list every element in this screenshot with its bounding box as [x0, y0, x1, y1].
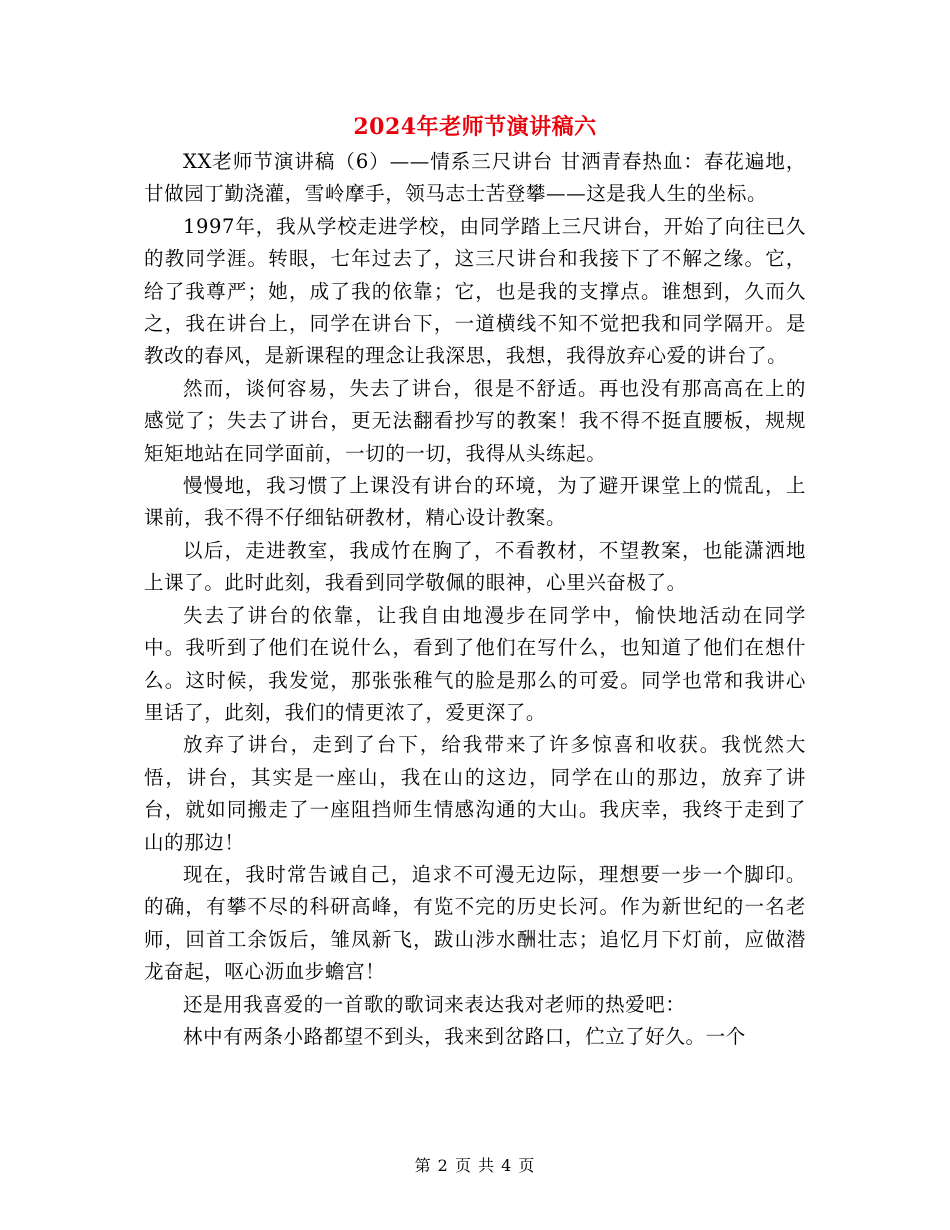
paragraph: 1997年，我从学校走进学校，由同学踏上三尺讲台，开始了向往已久的教同学涯。转眼，七年过去了，这三尺讲台和我接下了不解之缘。它，给了我尊严；她，成了我的依靠；它，也是我的支撑点。谁想到，久而久之，我在讲台上，同学在讲台下，一道横线不知不觉把我和同学隔开。是教改的春风，是新课程的理念让我深思，我想，我得放弃心爱的讲台了。 — [144, 214, 806, 368]
paragraph: 还是用我喜爱的一首歌的歌词来表达我对老师的热爱吧： — [183, 992, 686, 1016]
paragraph: 放弃了讲台，走到了台下，给我带来了许多惊喜和收获。我恍然大悟，讲台，其实是一座山，我在山的这边，同学在山的那边，放弃了讲台，就如同搬走了一座阻挡师生情感沟通的大山。我庆幸，我终于走到了山的那边！ — [144, 733, 806, 854]
paragraph: 然而，谈何容易，失去了讲台，很是不舒适。再也没有那高高在上的感觉了；失去了讲台，更无法翻看抄写的教案！我不得不挺直腰板，规规矩矩地站在同学面前，一切的一切，我得从头练起。 — [144, 376, 806, 465]
document-body — [144, 146, 806, 1053]
document-title: 2024年老师节演讲稿六 — [353, 114, 597, 140]
paragraph: 以后，走进教室，我成竹在胸了，不看教材，不望教案，也能潇洒地上课了。此时此刻，我看到同学敬佩的眼神，心里兴奋极了。 — [144, 538, 806, 595]
page-number-footer: 第 2 页 共 4 页 — [414, 1156, 536, 1175]
paragraph: XX老师节演讲稿（6）——情系三尺讲台 甘洒青春热血：春花遍地，甘做园丁勤浇灌，雪岭摩手，领马志士苦登攀——这是我人生的坐标。 — [144, 150, 806, 206]
paragraph: 林中有两条小路都望不到头，我来到岔路口，伫立了好久。一个 — [183, 1024, 746, 1048]
paragraph: 慢慢地，我习惯了上课没有讲台的环境，为了避开课堂上的慌乱，上课前，我不得不仔细钻研教材，精心设计教案。 — [144, 474, 806, 530]
paragraph: 失去了讲台的依靠，让我自由地漫步在同学中，愉快地活动在同学中。我听到了他们在说什么，看到了他们在写什么，也知道了他们在想什么。这时候，我发觉，那张张稚气的脸是那么的可爱。同学也常和我讲心里话了，此刻，我们的情更浓了，爱更深了。 — [144, 603, 806, 724]
paragraph: 现在，我时常告诫自己，追求不可漫无边际，理想要一步一个脚印。的确，有攀不尽的科研高峰，有览不完的历史长河。作为新世纪的一名老师，回首工余饭后，雏凤新飞，跋山涉水酬壮志；追忆月下灯前，应做潜龙奋起，呕心沥血步蟾宫！ — [144, 862, 806, 984]
